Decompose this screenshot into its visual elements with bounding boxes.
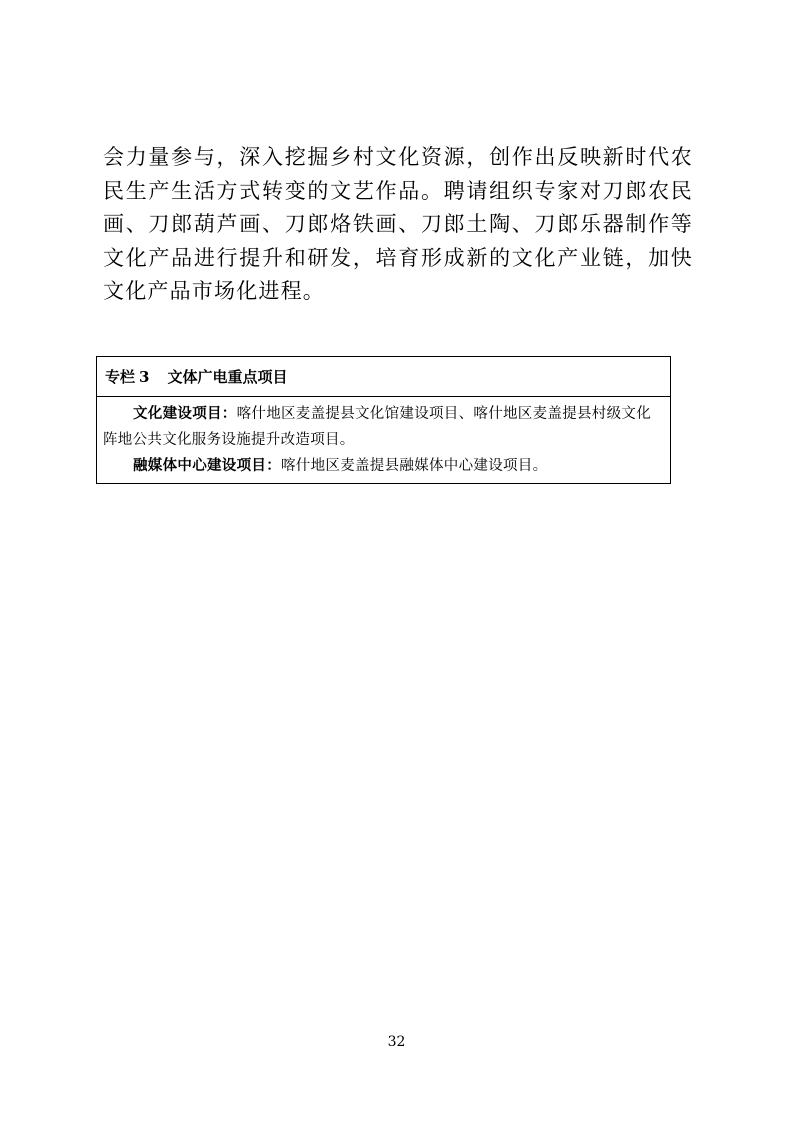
item-text: 喀什地区麦盖提县融媒体中心建设项目。 [281, 458, 548, 474]
body-paragraph: 会力量参与，深入挖掘乡村文化资源，创作出反映新时代农民生产生活方式转变的文艺作品。聘请组织专家对刀郎农民画、刀郎葫芦画、刀郎烙铁画、刀郎土陶、刀郎乐器制作等文化产品进行提升和研发，培育形成新的文化产业链，加快文化产品市场化进程。 [103, 145, 693, 304]
feature-box-item [103, 401, 664, 453]
feature-box-body [97, 397, 670, 483]
feature-box-label: 专栏 [105, 368, 136, 386]
item-heading: 文化建设项目： [133, 405, 237, 422]
feature-box-header [97, 357, 670, 397]
feature-box-item [103, 453, 664, 479]
page-number: 32 [387, 1034, 406, 1050]
feature-box-title: 文体广电重点项目 [167, 368, 288, 386]
feature-box-number: 3 [139, 367, 150, 386]
item-heading: 融媒体中心建设项目： [133, 457, 281, 474]
item-text: 喀什地区麦盖提县文化馆建设项目、喀什地区麦盖提县村级文化阵地公共文化服务设施提升改造项目。 [103, 406, 652, 448]
feature-box [96, 356, 671, 484]
